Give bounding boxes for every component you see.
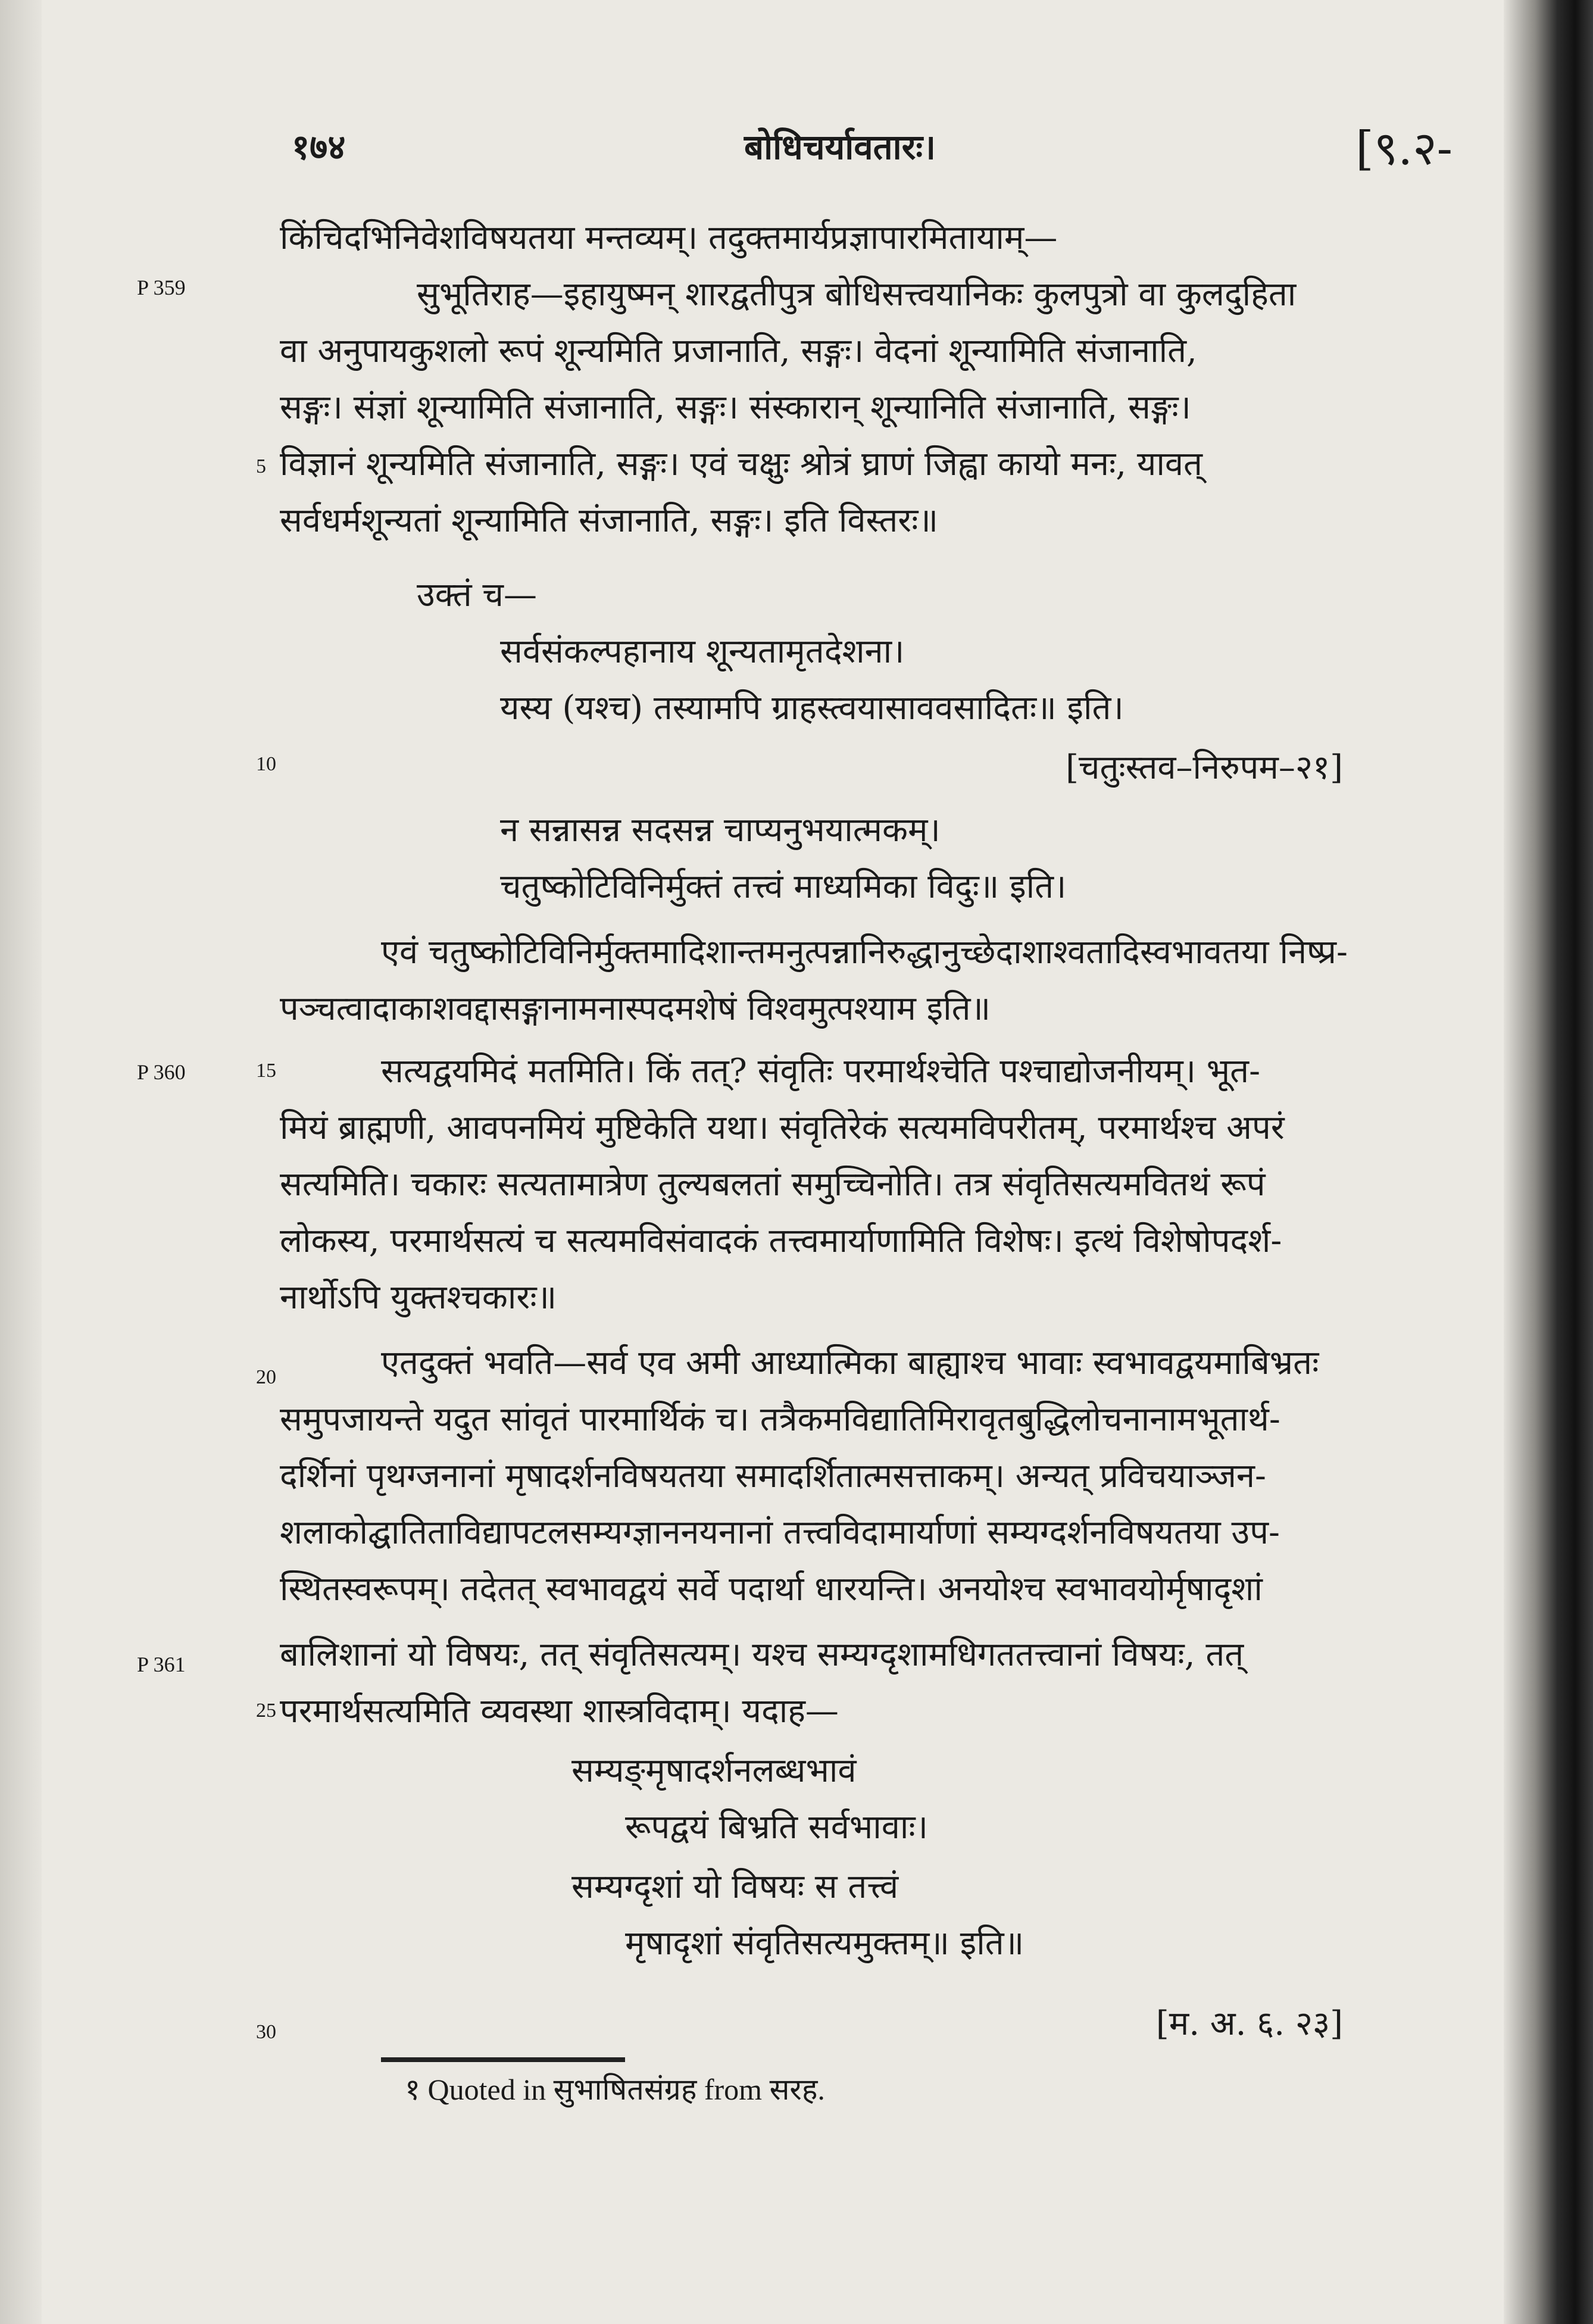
line-number: 20 [256, 1366, 276, 1388]
line-number: 5 [256, 455, 266, 477]
text-line: सङ्गः। संज्ञां शून्यामिति संजानाति, सङ्गः। संस्कारान् शून्यानिति संजानाति, सङ्गः। [280, 388, 1191, 427]
text-line: स्थितस्वरूपम्। तदेतत् स्वभावद्वयं सर्वे पदार्था धारयन्ति। अनयोश्च स्वभावयोर्मृषादृशां [280, 1570, 1263, 1608]
book-binding-shadow [1504, 0, 1593, 2324]
verse-line: चतुष्कोटिविनिर्मुक्तं तत्त्वं माध्यमिका विदुः॥ इति। [500, 867, 1067, 906]
running-title: बोधिचर्यावतारः। [744, 127, 936, 167]
text-line: परमार्थसत्यमिति व्यवस्था शास्त्रविदाम्। यदाह— [280, 1692, 839, 1730]
line-number: 15 [256, 1060, 276, 1082]
footnote: १ Quoted in सुभाषितसंग्रह from सरह. [405, 2073, 825, 2106]
line-number: 25 [256, 1700, 276, 1722]
line-number: 30 [256, 2021, 276, 2043]
verse-line: यस्य (यश्च) तस्यामपि ग्राहस्त्वयासाववसादितः॥ इति। [500, 689, 1124, 727]
text-line: विज्ञानं शून्यमिति संजानाति, सङ्गः। एवं चक्षुः श्रोत्रं घ्राणं जिह्वा कायो मनः, यावत् [280, 445, 1202, 483]
text-line: किंचिदभिनिवेशविषयतया मन्तव्यम्। तदुक्तमार्यप्रज्ञापारमितायाम्— [280, 218, 1058, 257]
text-line: एवं चतुष्कोटिविनिर्मुक्तमादिशान्तमनुत्पन्नानिरुद्धानुच्छेदाशाश्वतादिस्वभावतया निष्प्र- [381, 933, 1348, 972]
text-line: सर्वधर्मशून्यतां शून्यामिति संजानाति, सङ्गः। इति विस्तरः॥ [280, 501, 939, 540]
page-marker: P 361 [137, 1653, 186, 1676]
text-line: उक्तं च— [417, 576, 537, 614]
text-line: मियं ब्राह्मणी, आवपनमियं मुष्टिकेति यथा। संवृतिरेकं सत्यमविपरीतम्, परमार्थश्च अपरं [280, 1108, 1285, 1147]
verse-line: न सन्नासन्न सदसन्न चाप्यनुभयात्मकम्। [500, 811, 941, 849]
text-line: वा अनुपायकुशलो रूपं शून्यमिति प्रजानाति, सङ्गः। वेदनां शून्यामिति संजानाति, [280, 332, 1197, 370]
text-line: सत्यद्वयमिदं मतमिति। किं तत्? संवृतिः परमार्थश्चेति पश्चाद्योजनीयम्। भूत- [381, 1052, 1261, 1091]
page-marker: P 360 [137, 1060, 186, 1084]
page-number: १७४ [292, 127, 346, 167]
footnote-rule [381, 2057, 625, 2062]
verse-line: सर्वसंकल्पहानाय शून्यतामृतदेशना। [500, 632, 905, 671]
text-line: शलाकोद्घातिताविद्यापटलसम्यग्ज्ञाननयनानां तत्त्वविदामार्याणां सम्यग्दर्शनविषयतया उप- [280, 1513, 1280, 1552]
text-line: सत्यमिति। चकारः सत्यतामात्रेण तुल्यबलतां समुच्चिनोति। तत्र संवृतिसत्यमवितथं रूपं [280, 1165, 1266, 1204]
citation: [चतुःस्तव–निरुपम–२१] [1066, 748, 1343, 787]
line-number: 10 [256, 753, 276, 775]
verse-line: मृषादृशां संवृतिसत्यमुक्तम्॥ इति॥ [625, 1924, 1024, 1963]
page-marker: P 359 [137, 276, 186, 299]
text-line: नार्थोऽपि युक्तश्चकारः॥ [280, 1278, 557, 1317]
citation: [म. अ. ६. २३] [1155, 2004, 1343, 2043]
verse-line: सम्यग्दृशां यो विषयः स तत्त्वं [571, 1867, 899, 1906]
verse-line: सम्यङ्मृषादर्शनलब्धभावं [571, 1751, 857, 1790]
text-line: लोकस्य, परमार्थसत्यं च सत्यमविसंवादकं तत्त्वमार्याणामिति विशेषः। इत्थं विशेषोपदर्श- [280, 1222, 1282, 1260]
text-line: दर्शिनां पृथग्जनानां मृषादर्शनविषयतया समादर्शितात्मसत्ताकम्। अन्यत् प्रविचयाञ्जन- [280, 1457, 1266, 1495]
text-line: सुभूतिराह—इहायुष्मन् शारद्वतीपुत्र बोधिसत्त्वयानिकः कुलपुत्रो वा कुलदुहिता [417, 275, 1297, 314]
text-line: पञ्चत्वादाकाशवद्दासङ्गानामनास्पदमशेषं विश्वमुत्पश्याम इति॥ [280, 989, 991, 1028]
running-header [292, 122, 1453, 176]
verse-reference: [९.२- [1355, 122, 1453, 176]
text-line: समुपजायन्ते यदुत सांवृतं पारमार्थिकं च। तत्रैकमविद्यातिमिरावृतबुद्धिलोचनानामभूतार्थ- [280, 1400, 1280, 1439]
text-line: बालिशानां यो विषयः, तत् संवृतिसत्यम्। यश्च सम्यग्दृशामधिगततत्त्वानां विषयः, तत् [280, 1635, 1244, 1674]
text-line: एतदुक्तं भवति—सर्व एव अमी आध्यात्मिका बाह्याश्च भावाः स्वभावद्वयमाबिभ्रतः [381, 1344, 1319, 1382]
verse-line: रूपद्वयं बिभ्रति सर्वभावाः। [625, 1808, 928, 1847]
